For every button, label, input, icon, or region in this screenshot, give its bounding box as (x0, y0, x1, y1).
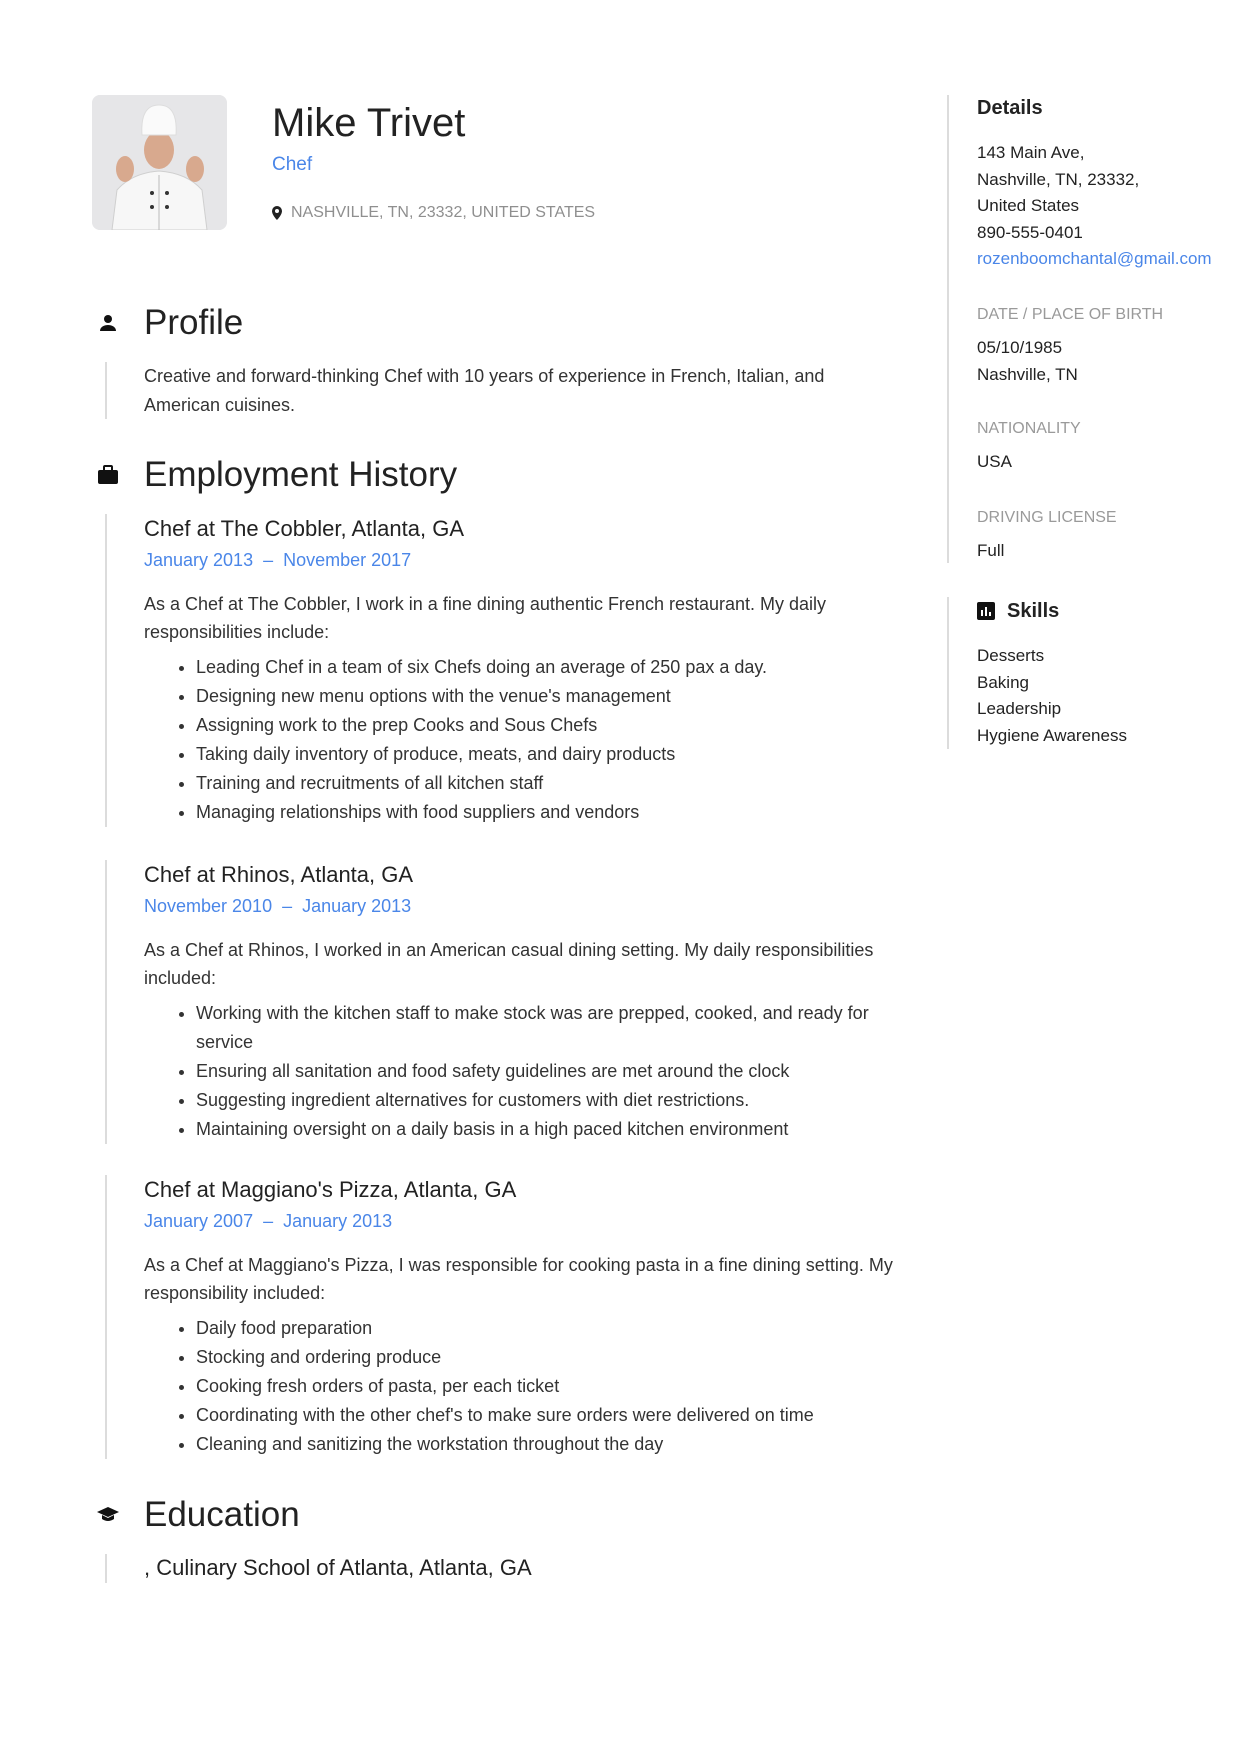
location-text: NASHVILLE, TN, 23332, UNITED STATES (291, 204, 596, 221)
job-start-date: January 2013 (144, 550, 254, 570)
job-description: As a Chef at The Cobbler, I work in a fine dining authentic French restaurant. My daily responsibilities include: (144, 594, 827, 642)
responsibility-item: • Training and recruitments of all kitchen staff (196, 769, 894, 798)
graduation-cap-icon (96, 1503, 120, 1527)
education-block (105, 1554, 894, 1583)
nationality-label: NATIONALITY (977, 420, 1081, 437)
job-start-date: November 2010 (144, 896, 273, 916)
responsibility-item: • Taking daily inventory of produce, meats, and dairy products (196, 740, 894, 769)
map-pin-icon (272, 206, 282, 220)
skill-item: Leadership (977, 699, 1062, 718)
job-responsibilities (144, 999, 894, 1144)
responsibility-item: • Assigning work to the prep Cooks and Sous Chefs (196, 711, 894, 740)
responsibility-item: • Leading Chef in a team of six Chefs doing an average of 250 pax a day. (196, 653, 894, 682)
responsibility-item: • Working with the kitchen staff to make stock was are prepped, cooked, and ready for service (196, 999, 894, 1057)
job-title: Chef at Rhinos, Atlanta, GA (144, 862, 414, 887)
details-divider (947, 95, 949, 563)
job-end-date: November 2017 (283, 550, 412, 570)
job-responsibilities (144, 653, 894, 827)
profile-block (105, 362, 894, 419)
candidate-job-title: Chef (272, 154, 313, 175)
job-description: As a Chef at Maggiano's Pizza, I was responsible for cooking pasta in a fine dining setting. My responsibility included: (144, 1255, 893, 1303)
job-end-date: January 2013 (302, 896, 412, 916)
job-end-date: January 2013 (283, 1211, 393, 1231)
profile-photo (92, 95, 227, 230)
person-icon (96, 311, 120, 335)
responsibility-item: • Suggesting ingredient alternatives for customers with diet restrictions. (196, 1086, 894, 1115)
job-title: Chef at Maggiano's Pizza, Atlanta, GA (144, 1177, 517, 1202)
responsibility-item: • Designing new menu options with the venue's management (196, 682, 894, 711)
job-start-date: January 2007 (144, 1211, 254, 1231)
date-separator: – (282, 896, 293, 916)
job-title: Chef at The Cobbler, Atlanta, GA (144, 516, 465, 541)
date-separator: – (263, 1211, 274, 1231)
education-entry: , Culinary School of Atlanta, Atlanta, GA (144, 1555, 532, 1580)
job-dates (144, 545, 894, 575)
license-label: DRIVING LICENSE (977, 509, 1117, 526)
date-separator: – (263, 550, 274, 570)
skill-item: Desserts (977, 646, 1045, 665)
address-line-3: United States (977, 196, 1080, 215)
skills-divider (947, 597, 949, 749)
skills-heading: Skills (1007, 600, 1060, 622)
education-section-header (96, 1493, 300, 1537)
profile-summary: Creative and forward-thinking Chef with 10 years of experience in French, Italian, and American cuisines. (144, 366, 825, 415)
responsibility-item: • Managing relationships with food suppliers and vendors (196, 798, 894, 827)
profile-heading: Profile (144, 303, 244, 342)
birth-date: 05/10/1985 (977, 338, 1063, 357)
employment-heading: Employment History (144, 455, 458, 494)
responsibility-item: • Maintaining oversight on a daily basis in a high paced kitchen environment (196, 1115, 894, 1144)
job-entry (105, 1175, 894, 1459)
candidate-location (272, 201, 595, 225)
job-dates (144, 1206, 894, 1236)
email-link[interactable]: rozenboomchantal@gmail.com (977, 249, 1212, 268)
responsibility-item: • Daily food preparation (196, 1314, 894, 1343)
birth-place: Nashville, TN (977, 364, 1078, 384)
briefcase-icon (96, 463, 120, 487)
responsibility-item: • Cleaning and sanitizing the workstation throughout the day (196, 1430, 894, 1459)
address-line-2: Nashville, TN, 23332, (977, 169, 1140, 189)
birth-info (977, 335, 1078, 388)
skill-item: Baking (977, 672, 1029, 692)
chef-photo-illustration (92, 95, 227, 230)
skill-item: Hygiene Awareness (977, 725, 1127, 745)
skills-list (977, 643, 1127, 749)
phone-number: 890-555-0401 (977, 222, 1083, 242)
candidate-name: Mike Trivet (272, 101, 466, 145)
job-dates (144, 891, 894, 921)
license-value: Full (977, 541, 1005, 560)
skills-header (977, 598, 1059, 625)
responsibility-item: • Cooking fresh orders of pasta, per each ticket (196, 1372, 894, 1401)
responsibility-item: • Stocking and ordering produce (196, 1343, 894, 1372)
job-entry (105, 860, 894, 1144)
nationality-value: USA (977, 452, 1012, 471)
responsibility-item: • Ensuring all sanitation and food safety guidelines are met around the clock (196, 1057, 894, 1086)
job-description: As a Chef at Rhinos, I worked in an American casual dining setting. My daily responsibilities included: (144, 940, 874, 988)
education-heading: Education (144, 1495, 300, 1534)
birth-label: DATE / PLACE OF BIRTH (977, 306, 1164, 323)
responsibility-item: • Coordinating with the other chef's to make sure orders were delivered on time (196, 1401, 894, 1430)
profile-section-header (96, 301, 243, 345)
employment-section-header (96, 453, 457, 497)
job-responsibilities (144, 1314, 894, 1459)
address-line-1: 143 Main Ave, (977, 143, 1085, 162)
details-contact (977, 140, 1212, 273)
bar-chart-icon (977, 602, 995, 620)
details-heading: Details (977, 97, 1043, 119)
job-entry (105, 514, 894, 827)
